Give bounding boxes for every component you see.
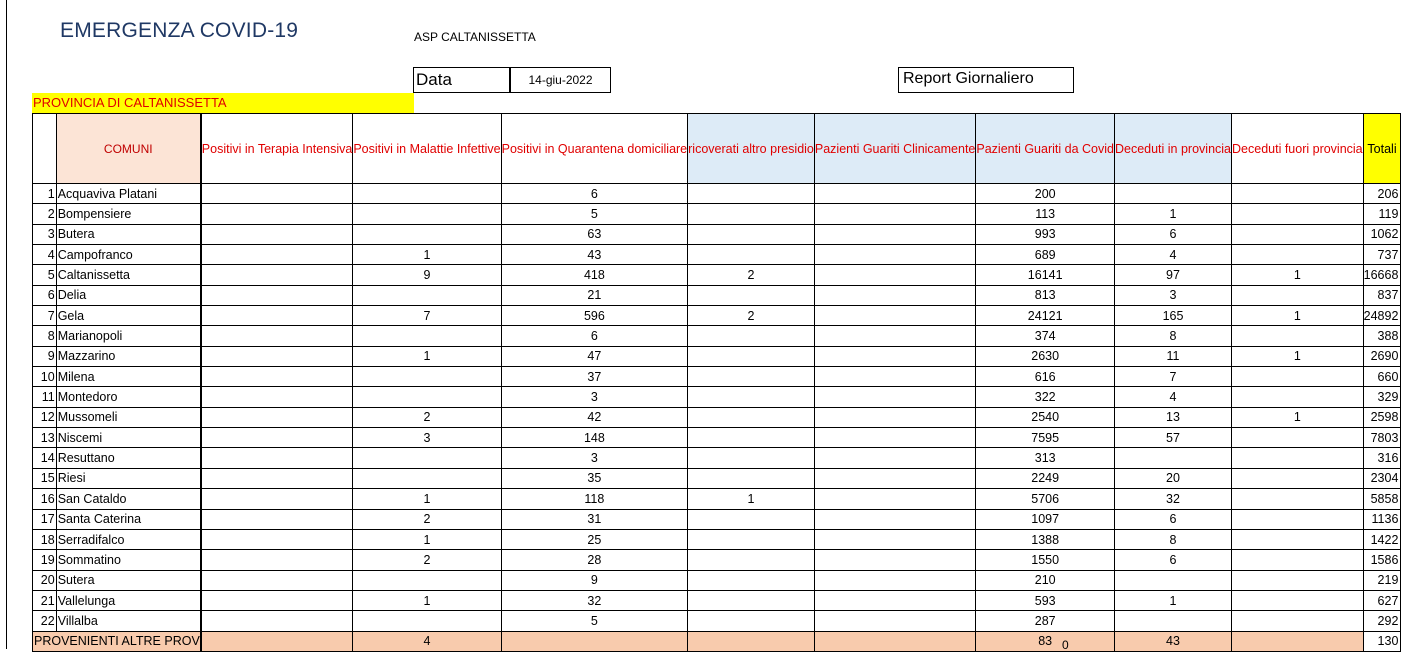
terapia-value	[201, 570, 353, 590]
guariti-value: 593	[976, 590, 1115, 610]
clinicamente-value	[814, 550, 976, 570]
ricoverati-value	[688, 570, 815, 590]
header-comuni: COMUNI	[56, 114, 200, 184]
clinicamente-value	[814, 590, 976, 610]
ricoverati-value	[688, 367, 815, 387]
malattie-value: 1	[353, 590, 501, 610]
guariti-value: 287	[976, 611, 1115, 631]
quarantena-value: 9	[501, 570, 688, 590]
clinicamente-value	[814, 509, 976, 529]
clinicamente-value	[814, 448, 976, 468]
deceduti-value: 8	[1114, 326, 1231, 346]
fuori-value	[1232, 590, 1364, 610]
comune-name: Resuttano	[56, 448, 200, 468]
malattie-value: 1	[353, 489, 501, 509]
ricoverati-value	[688, 448, 815, 468]
quarantena-value: 31	[501, 509, 688, 529]
row-index: 16	[33, 489, 57, 509]
terapia-value	[201, 407, 353, 427]
row-index: 17	[33, 509, 57, 529]
header-guariti: Pazienti Guariti da Covid	[976, 114, 1115, 184]
malattie-value	[353, 204, 501, 224]
guariti-value: 813	[976, 285, 1115, 305]
quarantena-value: 25	[501, 529, 688, 549]
table-row	[33, 489, 1401, 509]
clinicamente-value	[814, 428, 976, 448]
comune-name: Villalba	[56, 611, 200, 631]
deceduti-value: 7	[1114, 367, 1231, 387]
malattie-value: 2	[353, 509, 501, 529]
totale-value: 737	[1363, 245, 1401, 265]
quarantena-value: 118	[501, 489, 688, 509]
fuori-value: 1	[1232, 306, 1364, 326]
quarantena-value: 32	[501, 590, 688, 610]
footer-label: PROVENIENTI ALTRE PROV	[33, 631, 201, 651]
clinicamente-value	[814, 245, 976, 265]
deceduti-value: 6	[1114, 550, 1231, 570]
quarantena-value: 37	[501, 367, 688, 387]
ricoverati-value	[688, 611, 815, 631]
totale-value: 329	[1363, 387, 1401, 407]
malattie-value	[353, 611, 501, 631]
guariti-value: 313	[976, 448, 1115, 468]
totale-value: 7803	[1363, 428, 1401, 448]
guariti-value: 7595	[976, 428, 1115, 448]
fuori-value	[1232, 326, 1364, 346]
fuori-value	[1232, 448, 1364, 468]
malattie-value: 1	[353, 529, 501, 549]
comune-name: Vallelunga	[56, 590, 200, 610]
quarantena-value: 5	[501, 611, 688, 631]
header-deceduti: Deceduti in provincia	[1114, 114, 1231, 184]
comune-name: Riesi	[56, 468, 200, 488]
terapia-value	[201, 611, 353, 631]
sheet-left-border	[6, 0, 7, 649]
table-row	[33, 468, 1401, 488]
deceduti-value: 11	[1114, 346, 1231, 366]
terapia-value	[201, 448, 353, 468]
totale-value: 2598	[1363, 407, 1401, 427]
province-banner: PROVINCIA DI CALTANISSETTA	[32, 93, 414, 113]
deceduti-value: 20	[1114, 468, 1231, 488]
row-index: 11	[33, 387, 57, 407]
table-row	[33, 448, 1401, 468]
guariti-value: 374	[976, 326, 1115, 346]
guariti-value: 210	[976, 570, 1115, 590]
clinicamente-value	[814, 326, 976, 346]
totale-value: 16668	[1363, 265, 1401, 285]
malattie-value: 1	[353, 346, 501, 366]
malattie-value	[353, 387, 501, 407]
totale-value: 627	[1363, 590, 1401, 610]
clinicamente-value	[814, 285, 976, 305]
ricoverati-value	[688, 529, 815, 549]
ricoverati-value	[688, 590, 815, 610]
row-index: 19	[33, 550, 57, 570]
clinicamente-value	[814, 529, 976, 549]
row-index: 5	[33, 265, 57, 285]
ricoverati-value	[688, 285, 815, 305]
guariti-value: 200	[976, 184, 1115, 204]
header-malattie: Positivi in Malattie Infettive	[353, 114, 501, 184]
row-index: 4	[33, 245, 57, 265]
clinicamente-value	[814, 306, 976, 326]
guariti-value: 113	[976, 204, 1115, 224]
guariti-value: 993	[976, 224, 1115, 244]
table-row	[33, 570, 1401, 590]
totale-value: 388	[1363, 326, 1401, 346]
comune-name: Montedoro	[56, 387, 200, 407]
header-index	[33, 114, 57, 184]
covid-table	[32, 113, 1401, 652]
footer-guariti: 83	[976, 631, 1115, 651]
comune-name: Serradifalco	[56, 529, 200, 549]
report-label: Report Giornaliero	[898, 67, 1074, 93]
footer-deceduti: 43	[1114, 631, 1231, 651]
ricoverati-value	[688, 468, 815, 488]
totale-value: 2690	[1363, 346, 1401, 366]
row-index: 3	[33, 224, 57, 244]
ricoverati-value	[688, 326, 815, 346]
terapia-value	[201, 285, 353, 305]
guariti-value: 2249	[976, 468, 1115, 488]
deceduti-value: 1	[1114, 590, 1231, 610]
guariti-value: 5706	[976, 489, 1115, 509]
totale-value: 292	[1363, 611, 1401, 631]
terapia-value	[201, 428, 353, 448]
terapia-value	[201, 468, 353, 488]
fuori-value	[1232, 245, 1364, 265]
quarantena-value: 35	[501, 468, 688, 488]
terapia-value	[201, 326, 353, 346]
comune-name: Gela	[56, 306, 200, 326]
footer-totale: 130	[1363, 631, 1401, 651]
table-row	[33, 387, 1401, 407]
clinicamente-value	[814, 407, 976, 427]
fuori-value	[1232, 509, 1364, 529]
asp-label: ASP CALTANISSETTA	[414, 30, 536, 44]
header-row	[33, 114, 1401, 184]
fuori-value	[1232, 468, 1364, 488]
deceduti-value: 6	[1114, 509, 1231, 529]
header-ricoverati: ricoverati altro presidio	[688, 114, 815, 184]
table-row	[33, 509, 1401, 529]
deceduti-value: 13	[1114, 407, 1231, 427]
header-terapia: Positivi in Terapia Intensiva	[201, 114, 353, 184]
quarantena-value: 148	[501, 428, 688, 448]
ricoverati-value: 2	[688, 306, 815, 326]
table-row	[33, 326, 1401, 346]
header-clinicamente: Pazienti Guariti Clinicamente	[814, 114, 976, 184]
date-value: 14-giu-2022	[510, 67, 611, 93]
clinicamente-value	[814, 468, 976, 488]
guariti-value: 689	[976, 245, 1115, 265]
deceduti-value: 97	[1114, 265, 1231, 285]
clinicamente-value	[814, 204, 976, 224]
data-label: Data	[413, 67, 510, 93]
terapia-value	[201, 265, 353, 285]
table-row	[33, 611, 1401, 631]
malattie-value	[353, 326, 501, 346]
table-row	[33, 306, 1401, 326]
row-index: 21	[33, 590, 57, 610]
comune-name: Campofranco	[56, 245, 200, 265]
footer-terapia	[201, 631, 353, 651]
table-row	[33, 367, 1401, 387]
deceduti-value: 4	[1114, 245, 1231, 265]
fuori-value	[1232, 489, 1364, 509]
fuori-value: 1	[1232, 265, 1364, 285]
clinicamente-value	[814, 570, 976, 590]
deceduti-value: 3	[1114, 285, 1231, 305]
ricoverati-value	[688, 387, 815, 407]
footer-ricoverati	[688, 631, 815, 651]
deceduti-value: 57	[1114, 428, 1231, 448]
quarantena-value: 6	[501, 326, 688, 346]
quarantena-value: 28	[501, 550, 688, 570]
ricoverati-value	[688, 509, 815, 529]
terapia-value	[201, 590, 353, 610]
clinicamente-value	[814, 184, 976, 204]
terapia-value	[201, 509, 353, 529]
comune-name: Milena	[56, 367, 200, 387]
deceduti-value	[1114, 570, 1231, 590]
fuori-value	[1232, 224, 1364, 244]
fuori-value	[1232, 428, 1364, 448]
quarantena-value: 43	[501, 245, 688, 265]
table-row	[33, 265, 1401, 285]
row-index: 6	[33, 285, 57, 305]
terapia-value	[201, 489, 353, 509]
row-index: 10	[33, 367, 57, 387]
totale-value: 119	[1363, 204, 1401, 224]
terapia-value	[201, 529, 353, 549]
malattie-value: 3	[353, 428, 501, 448]
table-row	[33, 224, 1401, 244]
page-title: EMERGENZA COVID-19	[60, 19, 299, 42]
totale-value: 1586	[1363, 550, 1401, 570]
ricoverati-value	[688, 550, 815, 570]
terapia-value	[201, 184, 353, 204]
header-quarantena: Positivi in Quarantena domiciliare	[501, 114, 688, 184]
comune-name: Delia	[56, 285, 200, 305]
comune-name: Marianopoli	[56, 326, 200, 346]
ricoverati-value	[688, 245, 815, 265]
row-index: 8	[33, 326, 57, 346]
malattie-value	[353, 570, 501, 590]
deceduti-value: 8	[1114, 529, 1231, 549]
row-index: 15	[33, 468, 57, 488]
guariti-value: 1097	[976, 509, 1115, 529]
ricoverati-value	[688, 346, 815, 366]
row-index: 2	[33, 204, 57, 224]
comune-name: Niscemi	[56, 428, 200, 448]
guariti-value: 24121	[976, 306, 1115, 326]
ricoverati-value	[688, 184, 815, 204]
fuori-value	[1232, 285, 1364, 305]
quarantena-value: 3	[501, 387, 688, 407]
table-row	[33, 245, 1401, 265]
totale-value: 837	[1363, 285, 1401, 305]
clinicamente-value	[814, 387, 976, 407]
quarantena-value: 418	[501, 265, 688, 285]
header-totali: Totali	[1363, 114, 1401, 184]
terapia-value	[201, 550, 353, 570]
comune-name: San Cataldo	[56, 489, 200, 509]
clinicamente-value	[814, 367, 976, 387]
table-row	[33, 590, 1401, 610]
row-index: 14	[33, 448, 57, 468]
terapia-value	[201, 346, 353, 366]
guariti-value: 1550	[976, 550, 1115, 570]
terapia-value	[201, 387, 353, 407]
table-row	[33, 428, 1401, 448]
ricoverati-value	[688, 428, 815, 448]
quarantena-value: 42	[501, 407, 688, 427]
totale-value: 316	[1363, 448, 1401, 468]
guariti-value: 322	[976, 387, 1115, 407]
row-index: 12	[33, 407, 57, 427]
footer-clinicamente	[814, 631, 976, 651]
table-row	[33, 346, 1401, 366]
malattie-value: 2	[353, 550, 501, 570]
deceduti-value	[1114, 184, 1231, 204]
ricoverati-value	[688, 407, 815, 427]
row-index: 1	[33, 184, 57, 204]
clinicamente-value	[814, 489, 976, 509]
quarantena-value: 47	[501, 346, 688, 366]
guariti-value: 2540	[976, 407, 1115, 427]
footer-row	[33, 631, 1401, 651]
ricoverati-value	[688, 224, 815, 244]
fuori-value	[1232, 387, 1364, 407]
table-row	[33, 407, 1401, 427]
fuori-value: 1	[1232, 407, 1364, 427]
totale-value: 2304	[1363, 468, 1401, 488]
fuori-value	[1232, 550, 1364, 570]
comune-name: Santa Caterina	[56, 509, 200, 529]
malattie-value: 2	[353, 407, 501, 427]
guariti-value: 2630	[976, 346, 1115, 366]
quarantena-value: 63	[501, 224, 688, 244]
deceduti-value	[1114, 448, 1231, 468]
bottom-value: 0	[1062, 638, 1069, 652]
row-index: 7	[33, 306, 57, 326]
malattie-value	[353, 367, 501, 387]
totale-value: 5858	[1363, 489, 1401, 509]
deceduti-value: 165	[1114, 306, 1231, 326]
guariti-value: 16141	[976, 265, 1115, 285]
comune-name: Acquaviva Platani	[56, 184, 200, 204]
comune-name: Mazzarino	[56, 346, 200, 366]
guariti-value: 1388	[976, 529, 1115, 549]
footer-malattie: 4	[353, 631, 501, 651]
malattie-value: 9	[353, 265, 501, 285]
fuori-value	[1232, 611, 1364, 631]
ricoverati-value: 1	[688, 489, 815, 509]
terapia-value	[201, 204, 353, 224]
guariti-value: 616	[976, 367, 1115, 387]
table-row	[33, 204, 1401, 224]
comune-name: Sutera	[56, 570, 200, 590]
totale-value: 660	[1363, 367, 1401, 387]
comune-name: Bompensiere	[56, 204, 200, 224]
totale-value: 206	[1363, 184, 1401, 204]
comune-name: Mussomeli	[56, 407, 200, 427]
footer-quarantena	[501, 631, 688, 651]
quarantena-value: 21	[501, 285, 688, 305]
totale-value: 24892	[1363, 306, 1401, 326]
row-index: 22	[33, 611, 57, 631]
malattie-value	[353, 468, 501, 488]
fuori-value	[1232, 184, 1364, 204]
deceduti-value: 32	[1114, 489, 1231, 509]
malattie-value	[353, 448, 501, 468]
fuori-value	[1232, 204, 1364, 224]
terapia-value	[201, 367, 353, 387]
table-row	[33, 184, 1401, 204]
clinicamente-value	[814, 224, 976, 244]
comune-name: Caltanissetta	[56, 265, 200, 285]
clinicamente-value	[814, 346, 976, 366]
table-row	[33, 529, 1401, 549]
table-row	[33, 285, 1401, 305]
terapia-value	[201, 245, 353, 265]
table-row	[33, 550, 1401, 570]
totale-value: 1422	[1363, 529, 1401, 549]
fuori-value	[1232, 529, 1364, 549]
deceduti-value	[1114, 611, 1231, 631]
quarantena-value: 596	[501, 306, 688, 326]
clinicamente-value	[814, 611, 976, 631]
totale-value: 1062	[1363, 224, 1401, 244]
clinicamente-value	[814, 265, 976, 285]
malattie-value	[353, 184, 501, 204]
row-index: 13	[33, 428, 57, 448]
terapia-value	[201, 224, 353, 244]
ricoverati-value: 2	[688, 265, 815, 285]
fuori-value: 1	[1232, 346, 1364, 366]
quarantena-value: 6	[501, 184, 688, 204]
row-index: 9	[33, 346, 57, 366]
header-fuori: Deceduti fuori provincia	[1232, 114, 1364, 184]
footer-fuori	[1232, 631, 1364, 651]
malattie-value	[353, 285, 501, 305]
quarantena-value: 5	[501, 204, 688, 224]
malattie-value	[353, 224, 501, 244]
deceduti-value: 1	[1114, 204, 1231, 224]
malattie-value: 7	[353, 306, 501, 326]
malattie-value: 1	[353, 245, 501, 265]
row-index: 20	[33, 570, 57, 590]
totale-value: 219	[1363, 570, 1401, 590]
fuori-value	[1232, 367, 1364, 387]
deceduti-value: 4	[1114, 387, 1231, 407]
comune-name: Sommatino	[56, 550, 200, 570]
fuori-value	[1232, 570, 1364, 590]
totale-value: 1136	[1363, 509, 1401, 529]
comune-name: Butera	[56, 224, 200, 244]
terapia-value	[201, 306, 353, 326]
deceduti-value: 6	[1114, 224, 1231, 244]
row-index: 18	[33, 529, 57, 549]
quarantena-value: 3	[501, 448, 688, 468]
ricoverati-value	[688, 204, 815, 224]
